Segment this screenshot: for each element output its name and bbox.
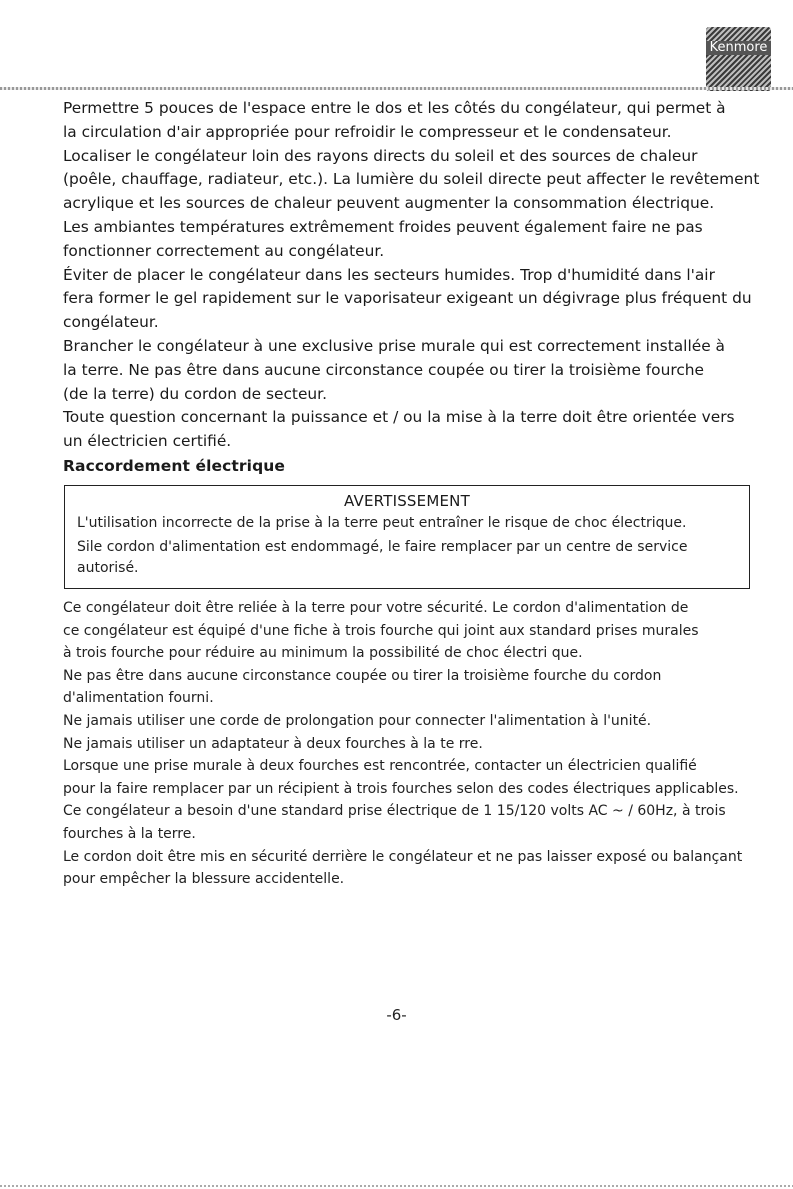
text-line: à trois fourche pour réduire au minimum la possibilité de choc électri que. — [63, 645, 583, 662]
text-line: ce congélateur est équipé d'une fiche à trois fourche qui joint aux standard prises murales — [63, 622, 699, 639]
text-line: la terre. Ne pas être dans aucune circonstance coupée ou tirer la troisième fourche — [63, 360, 705, 379]
text-line: pour empêcher la blessure accidentelle. — [63, 871, 345, 888]
warning-line: autorisé. — [77, 560, 139, 576]
text-line: un électricien certifié. — [63, 432, 232, 451]
text-line: Localiser le congélateur loin des rayons directs du soleil et des sources de chaleur — [63, 146, 698, 165]
text-line: Ne jamais utiliser une corde de prolongation pour connecter l'alimentation à l'unité. — [63, 712, 652, 729]
text-line: Le cordon doit être mis en sécurité derrière le congélateur et ne pas laisser exposé ou balançant — [63, 848, 743, 865]
text-line: (poêle, chauffage, radiateur, etc.). La lumière du soleil directe peut affecter le revêtement — [63, 170, 760, 189]
text-line: (de la terre) du cordon de secteur. — [63, 384, 327, 403]
text-line: Toute question concernant la puissance et / ou la mise à la terre doit être orientée vers — [63, 408, 735, 427]
warning-line: Sile cordon d'alimentation est endommagé, le faire remplacer par un centre de service — [77, 539, 688, 555]
text-line: Ne jamais utiliser un adaptateur à deux fourches à la te rre. — [63, 735, 483, 752]
text-line: fera former le gel rapidement sur le vaporisateur exigeant un dégivrage plus fréquent du — [63, 289, 752, 308]
section-heading: Raccordement électrique — [63, 457, 286, 475]
warning-line: L'utilisation incorrecte de la prise à la terre peut entraîner le risque de choc électrique. — [77, 515, 687, 531]
installation-paragraphs — [63, 97, 768, 454]
text-line: Ce congélateur doit être reliée à la terre pour votre sécurité. Le cordon d'alimentation de — [63, 600, 689, 616]
text-line: Ce congélateur a besoin d'une standard prise électrique de 1 15/120 volts AC ~ / 60Hz, à trois — [63, 803, 726, 820]
kenmore-logo — [706, 27, 771, 91]
footer-rule — [0, 1185, 793, 1187]
text-line: Les ambiantes températures extrêmement froides peuvent également faire ne pas — [63, 217, 703, 236]
warning-box — [64, 485, 750, 589]
text-line: Ne pas être dans aucune circonstance coupée ou tirer la troisième fourche du cordon — [63, 667, 662, 684]
warning-title: AVERTISSEMENT — [344, 492, 470, 510]
text-line: fonctionner correctement au congélateur. — [63, 241, 385, 260]
text-line: Permettre 5 pouces de l'espace entre le dos et les côtés du congélateur, qui permet à — [63, 99, 726, 117]
text-line: d'alimentation fourni. — [63, 690, 214, 707]
logo-text: Kenmore — [706, 41, 771, 55]
text-line: pour la faire remplacer par un récipient à trois fourches selon des codes électriques applicables. — [63, 780, 739, 797]
text-line: acrylique et les sources de chaleur peuvent augmenter la consommation électrique. — [63, 194, 715, 213]
electrical-paragraphs — [63, 597, 788, 891]
header-rule — [0, 87, 793, 90]
text-line: la circulation d'air appropriée pour refroidir le compresseur et le condensateur. — [63, 122, 672, 141]
text-line: Lorsque une prise murale à deux fourches est rencontrée, contacter un électricien qualifié — [63, 758, 697, 775]
text-line: Brancher le congélateur à une exclusive prise murale qui est correctement installée à — [63, 336, 725, 355]
text-line: fourches à la terre. — [63, 825, 196, 842]
text-line: Éviter de placer le congélateur dans les secteurs humides. Trop d'humidité dans l'air — [63, 265, 715, 284]
text-line: congélateur. — [63, 313, 159, 332]
page-number: -6- — [386, 1006, 407, 1024]
